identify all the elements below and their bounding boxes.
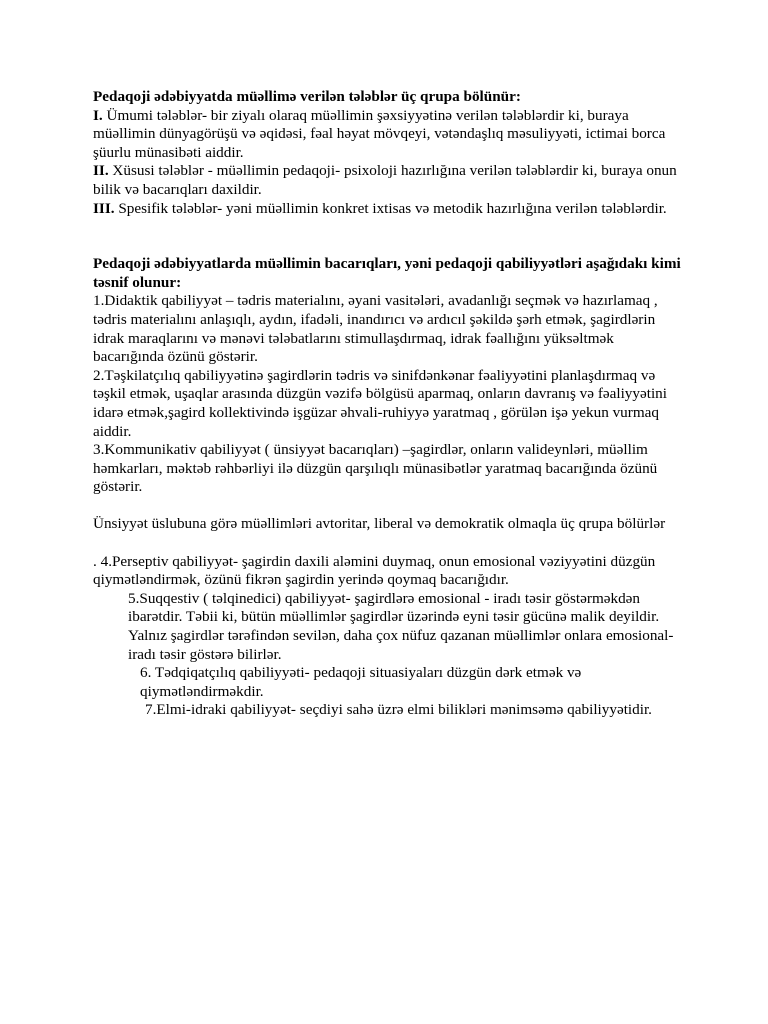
requirement-text: Spesifik tələblər- yəni müəllimin konkret ixtisas və metodik hazırlığına verilən tələblərdir. (114, 199, 667, 217)
roman-numeral: II. (93, 162, 109, 180)
roman-numeral: III. (93, 199, 115, 217)
ability-communicative: 3.Kommunikativ qabiliyyət ( ünsiyyət bacarıqları) –şagirdlər, onların valideynləri, müəllim həmkarları, məktəb rəhbərliyi ilə düzgün qarşılıqlı münasibətlər yaratmaq bacarığında özünü göstərir. (93, 441, 658, 496)
ability-organizational: 2.Təşkilatçılıq qabiliyyətinə şagirdlərin tədris və sinifdənkənar fəaliyyətini planlaşdırmaq və təşkil etmək, uşaqlar arasında düzgün vəzifə bölgüsü aparmaq, onların davranış və fəaliyyətini idarə etmək,şagird kollektivində işgüzar əhvali-ruhiyyə yaratmaq , görülən işə yekun vurmaq aiddir. (93, 366, 667, 440)
paragraph-spacer (93, 534, 688, 553)
ability-suggestive: 5.Suqqestiv ( təlqinedici) qabiliyyət- şagirdlərə emosional - iradı təsir göstərməkdən ibarətdir. Təbii ki, bütün müəllimlər şagirdlər üzərində eyni təsir gücünə malik deyildir. Yalnız şagirdlər tərəfindən sevilən, daha çox nüfuz qazanan müəllimlər onlara emosional-iradı təsir göstərə bilirlər. (128, 589, 674, 663)
section2-heading: Pedaqoji ədəbiyyatlarda müəllimin bacarıqları, yəni pedaqoji qabiliyyətləri aşağıdakı kimi təsnif olunur: (93, 255, 681, 291)
section-spacer (93, 218, 688, 255)
requirement-specific (93, 200, 688, 219)
section1-heading: Pedaqoji ədəbiyyatda müəllimə verilən tələblər üç qrupa bölünür: (93, 88, 521, 105)
requirement-text: Xüsusi tələblər - müəllimin pedaqoji- psixoloji hazırlığına verilən tələblərdir ki, buraya onun bilik və bacarıqları daxildir. (93, 162, 677, 198)
communication-styles: Ünsiyyət üslubuna görə müəllimləri avtoritar, liberal və demokratik olmaqla üç qrupa bölürlər (93, 515, 666, 533)
ability-perceptive: . 4.Perseptiv qabiliyyət- şagirdin daxili aləmini duymaq, onun emosional vəziyyətini düzgün qiymətləndirmək, özünü fikrən şagirdin yerində qoymaq bacarığıdır. (93, 552, 656, 589)
ability-research: 6. Tədqiqatçılıq qabiliyyəti- pedaqoji situasiyaları düzgün dərk etmək və qiymətləndirməkdir. (140, 664, 582, 700)
requirement-special (93, 162, 688, 199)
ability-didactic: 1.Didaktik qabiliyyət – tədris materialını, əyani vasitələri, avadanlığı seçmək və hazırlamaq , tədris materialını anlaşıqlı, aydın, ifadəli, inandırıcı və ardıcıl şəkildə şərh etmək, şagirdlərin idrak maraqlarını və mənəvi tələbatlarını stimullaşdırmaq, idrak fəallığını yüksəltmək bacarığında özünü göstərir. (93, 292, 658, 366)
requirement-general (93, 107, 688, 163)
ability-scientific: 7.Elmi-idraki qabiliyyət- seçdiyi sahə üzrə elmi bilikləri mənimsəmə qabiliyyətidir. (145, 701, 652, 719)
roman-numeral: I. (93, 106, 103, 124)
paragraph-spacer (93, 497, 688, 516)
requirement-text: Ümumi tələblər- bir ziyalı olaraq müəllimin şəxsiyyətinə verilən tələblərdir ki, buraya müəllimin dünyagörüşü və əqidəsi, fəal həyat mövqeyi, vətəndaşlıq məsuliyyəti, ictimai borca şüurlu münasibəti aiddir. (93, 106, 666, 161)
